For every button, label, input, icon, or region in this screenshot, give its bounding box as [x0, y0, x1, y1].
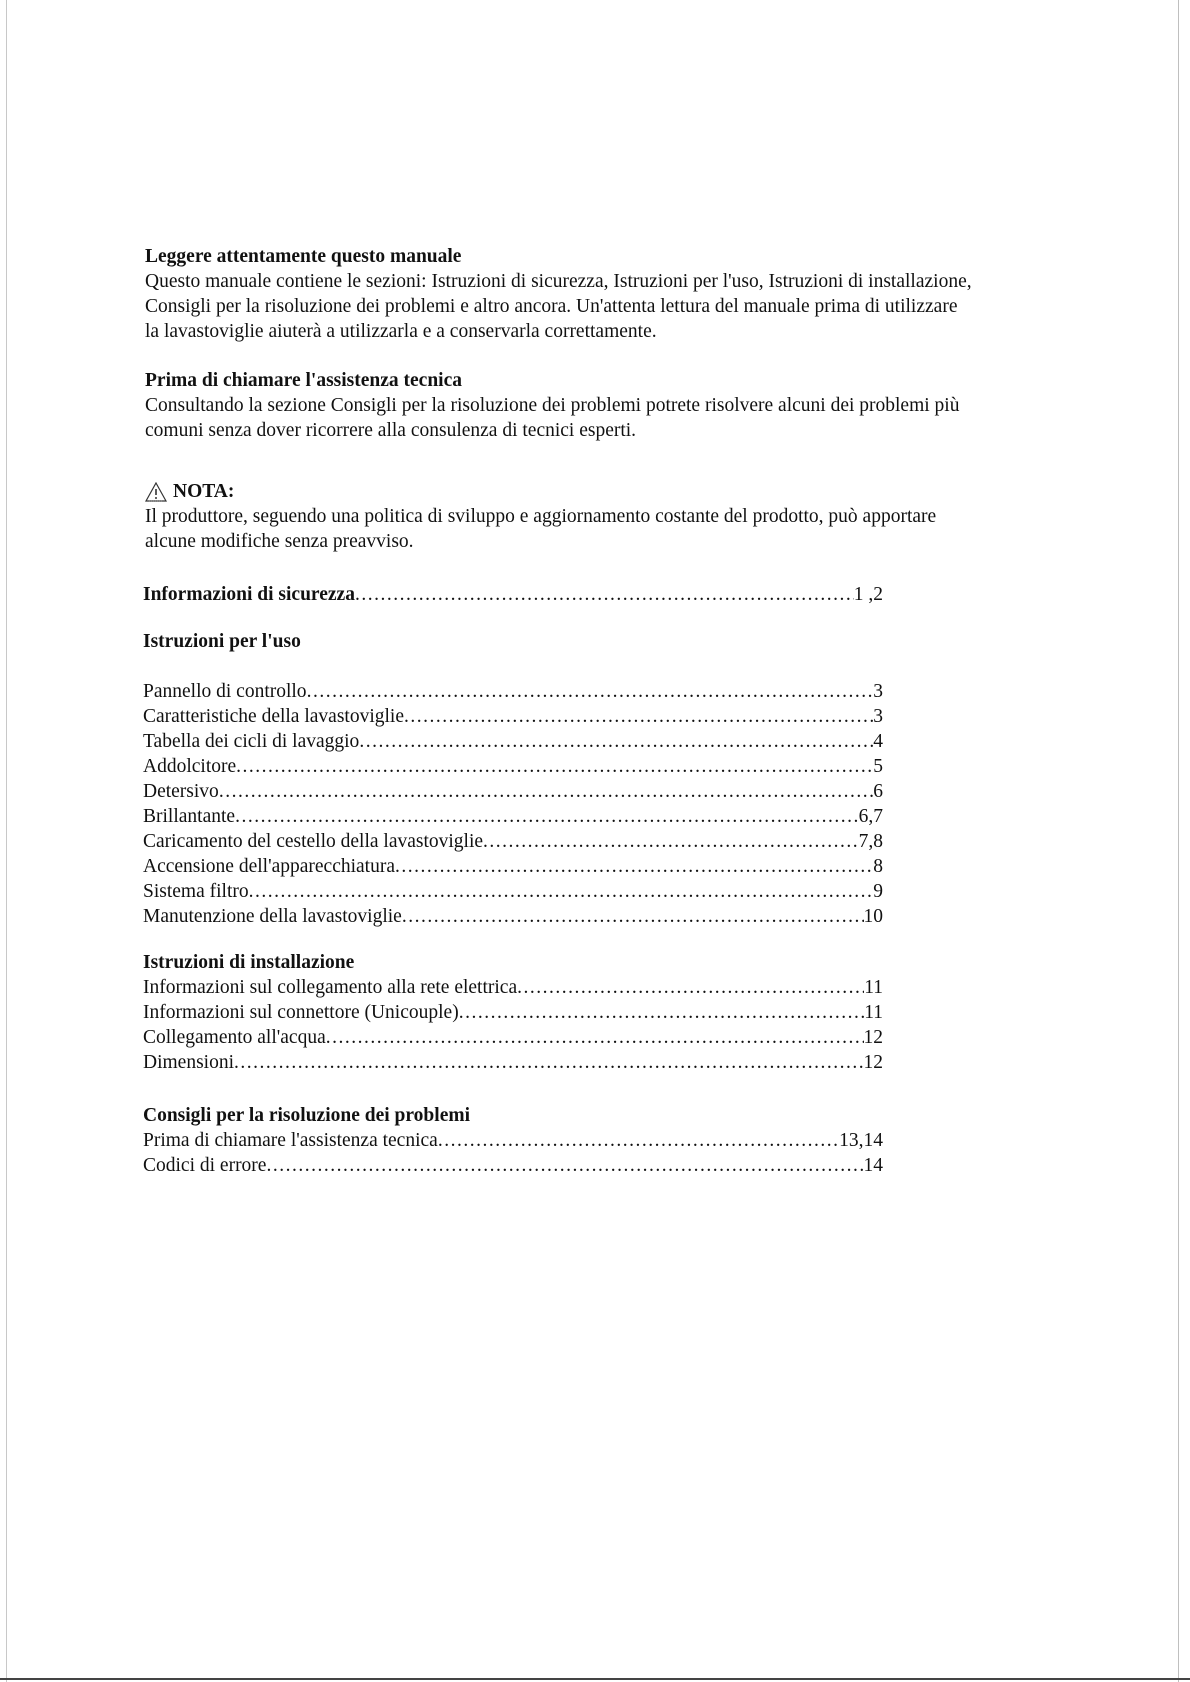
toc-page: 3 [873, 706, 883, 727]
toc-safety [143, 582, 883, 607]
toc-row[interactable] [143, 1050, 883, 1075]
note-line: alcune modifiche senza preavviso. [145, 531, 414, 552]
toc-label: Tabella dei cicli di lavaggio [143, 731, 360, 752]
toc-row[interactable] [143, 582, 883, 607]
toc-page: 10 [863, 906, 883, 927]
toc-row[interactable] [143, 754, 883, 779]
toc-page: 3 [873, 681, 883, 702]
toc-page: 1 ,2 [853, 584, 883, 605]
toc-leader [236, 754, 873, 779]
toc-label: Pannello di controllo [143, 681, 307, 702]
toc-leader [395, 854, 873, 879]
toc-leader [234, 1050, 864, 1075]
toc-label: Collegamento all'acqua [143, 1027, 326, 1048]
toc-leader [459, 1000, 865, 1025]
toc-page: 9 [873, 881, 883, 902]
toc-row[interactable] [143, 729, 883, 754]
toc-label: Informazioni sul connettore (Unicouple) [143, 1002, 459, 1023]
toc-row[interactable] [143, 879, 883, 904]
note-line: Il produttore, seguendo una politica di sviluppo e aggiornamento costante del prodotto, può apportare [145, 506, 937, 527]
toc-leader [517, 975, 864, 1000]
toc-label: Accensione dell'apparecchiatura [143, 856, 395, 877]
before-service-line: comuni senza dover ricorrere alla consulenza di tecnici esperti. [145, 420, 637, 441]
toc-usage-list [143, 679, 883, 929]
toc-page: 12 [863, 1027, 883, 1048]
toc-page: 5 [873, 756, 883, 777]
toc-row[interactable] [143, 829, 883, 854]
toc-label: Informazioni sul collegamento alla rete elettrica [143, 977, 518, 998]
toc-row[interactable] [143, 854, 883, 879]
toc-label: Detersivo [143, 781, 219, 802]
toc-troubleshooting-heading: Consigli per la risoluzione dei problemi [143, 1105, 471, 1126]
toc-page: 7,8 [858, 831, 883, 852]
toc-page: 12 [863, 1052, 883, 1073]
toc-row[interactable] [143, 975, 883, 1000]
toc-usage [143, 629, 1065, 654]
toc-label: Caricamento del cestello della lavastoviglie [143, 831, 484, 852]
scan-edge-right [1178, 0, 1179, 1682]
toc-installation-heading: Istruzioni di installazione [143, 952, 355, 973]
toc-page: 6,7 [858, 806, 883, 827]
toc-page: 11 [864, 1002, 883, 1023]
intro-line: la lavastoviglie aiuterà a utilizzarla e a conservarla correttamente. [145, 321, 657, 342]
intro-section [145, 244, 1065, 344]
toc-leader [235, 804, 859, 829]
toc-leader [219, 779, 873, 804]
toc-label: Sistema filtro [143, 881, 249, 902]
toc-label: Caratteristiche della lavastoviglie [143, 706, 404, 727]
toc-leader [326, 1025, 864, 1050]
toc-row[interactable] [143, 1000, 883, 1025]
toc-page: 13,14 [839, 1130, 883, 1151]
warning-icon [145, 482, 167, 502]
toc-label: Prima di chiamare l'assistenza tecnica [143, 1130, 438, 1151]
toc-page: 6 [873, 781, 883, 802]
toc-usage-heading: Istruzioni per l'uso [143, 631, 301, 652]
toc-leader [404, 704, 873, 729]
toc-leader [483, 829, 859, 854]
note-section [145, 479, 1065, 554]
toc-row[interactable] [143, 804, 883, 829]
toc-leader [249, 879, 874, 904]
toc-page: 4 [873, 731, 883, 752]
toc-label: Codici di errore [143, 1155, 267, 1176]
toc-row[interactable] [143, 904, 883, 929]
intro-line: Questo manuale contiene le sezioni: Istruzioni di sicurezza, Istruzioni per l'uso, Istruzioni di installazione, [145, 271, 972, 292]
toc-label: Addolcitore [143, 756, 237, 777]
toc-row[interactable] [143, 1025, 883, 1050]
toc-label: Manutenzione della lavastoviglie [143, 906, 402, 927]
intro-heading: Leggere attentamente questo manuale [145, 246, 462, 267]
toc-page: 14 [863, 1155, 883, 1176]
toc-leader [402, 904, 864, 929]
toc-leader [307, 679, 874, 704]
page-content [145, 244, 1065, 1178]
toc-row[interactable] [143, 679, 883, 704]
note-header [145, 479, 1065, 504]
before-service-section [145, 368, 1065, 443]
toc-row[interactable] [143, 704, 883, 729]
intro-line: Consigli per la risoluzione dei problemi e altro ancora. Un'attenta lettura del manuale prima di utilizzare [145, 296, 958, 317]
toc-label: Brillantante [143, 806, 236, 827]
toc-row[interactable] [143, 1153, 883, 1178]
toc-label: Informazioni di sicurezza [143, 584, 355, 605]
toc-leader [266, 1153, 863, 1178]
toc-page: 8 [873, 856, 883, 877]
toc-page: 11 [864, 977, 883, 998]
before-service-line: Consultando la sezione Consigli per la risoluzione dei problemi potrete risolvere alcuni dei problemi più [145, 395, 960, 416]
toc-leader [438, 1128, 839, 1153]
before-service-heading: Prima di chiamare l'assistenza tecnica [145, 370, 462, 391]
toc-leader [359, 729, 873, 754]
toc-troubleshooting [143, 1103, 883, 1178]
toc-row[interactable] [143, 779, 883, 804]
scan-edge-left [6, 0, 7, 1682]
toc-leader [355, 582, 854, 607]
note-heading: NOTA: [173, 481, 235, 502]
toc-installation [143, 950, 883, 1075]
scan-edge-bottom [0, 1678, 1190, 1680]
toc-row[interactable] [143, 1128, 883, 1153]
toc-label: Dimensioni [143, 1052, 234, 1073]
